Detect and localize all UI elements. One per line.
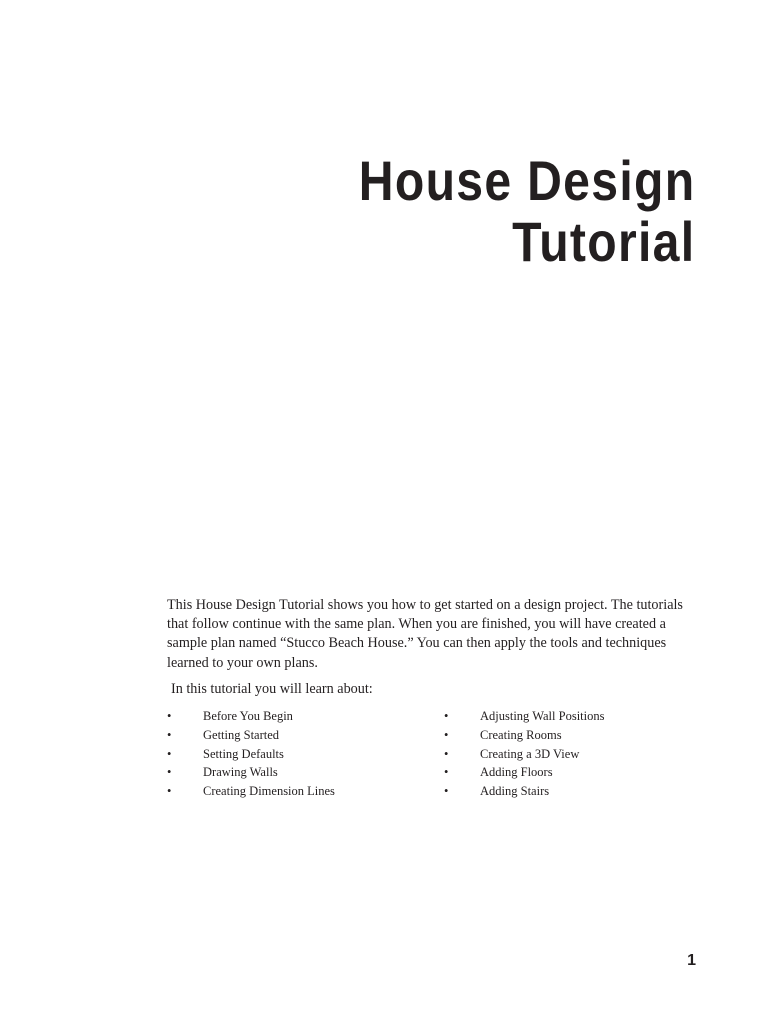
list-item xyxy=(167,763,335,782)
topic-label: Creating a 3D View xyxy=(480,746,580,761)
list-item xyxy=(167,745,335,764)
topic-label: Getting Started xyxy=(203,727,280,742)
topic-list-right xyxy=(444,707,604,801)
list-item xyxy=(167,707,335,726)
bullet-icon: • xyxy=(167,784,172,799)
topic-label: Creating Dimension Lines xyxy=(203,784,335,799)
title-line-2: Tutorial xyxy=(511,210,695,273)
topic-label: Drawing Walls xyxy=(203,765,278,780)
bullet-icon: • xyxy=(444,784,449,799)
topic-label: Setting Defaults xyxy=(203,746,284,761)
bullet-icon: • xyxy=(167,746,172,761)
intro-paragraph: This House Design Tutorial shows you how to get started on a design project. The tutorials that follow continue with the same plan. When you are finished, you will have created a sample plan named “Stucco Beach House.” You can then apply the tools and techniques learned to your own plans. xyxy=(167,597,683,671)
list-item xyxy=(444,726,604,745)
page-title xyxy=(358,150,695,272)
list-item xyxy=(444,707,604,726)
bullet-icon: • xyxy=(167,709,172,723)
bullet-icon: • xyxy=(444,709,449,723)
page-number: 1 xyxy=(687,952,696,969)
topic-label: Creating Rooms xyxy=(480,727,562,742)
list-item xyxy=(167,782,335,801)
topic-label: Before You Begin xyxy=(203,709,293,723)
topic-label: Adjusting Wall Positions xyxy=(480,709,605,723)
topic-list-left xyxy=(167,707,335,801)
topic-label: Adding Stairs xyxy=(480,784,550,799)
list-item xyxy=(444,763,604,782)
list-item xyxy=(444,782,604,801)
bullet-icon: • xyxy=(444,746,449,761)
bullet-icon: • xyxy=(167,765,172,780)
title-line-1: House Design xyxy=(358,149,695,212)
topic-label: Adding Floors xyxy=(480,765,553,780)
bullet-icon: • xyxy=(444,765,449,780)
list-item xyxy=(444,745,604,764)
bullet-icon: • xyxy=(444,727,449,742)
learn-heading: In this tutorial you will learn about: xyxy=(171,681,373,697)
bullet-icon: • xyxy=(167,727,172,742)
list-item xyxy=(167,726,335,745)
